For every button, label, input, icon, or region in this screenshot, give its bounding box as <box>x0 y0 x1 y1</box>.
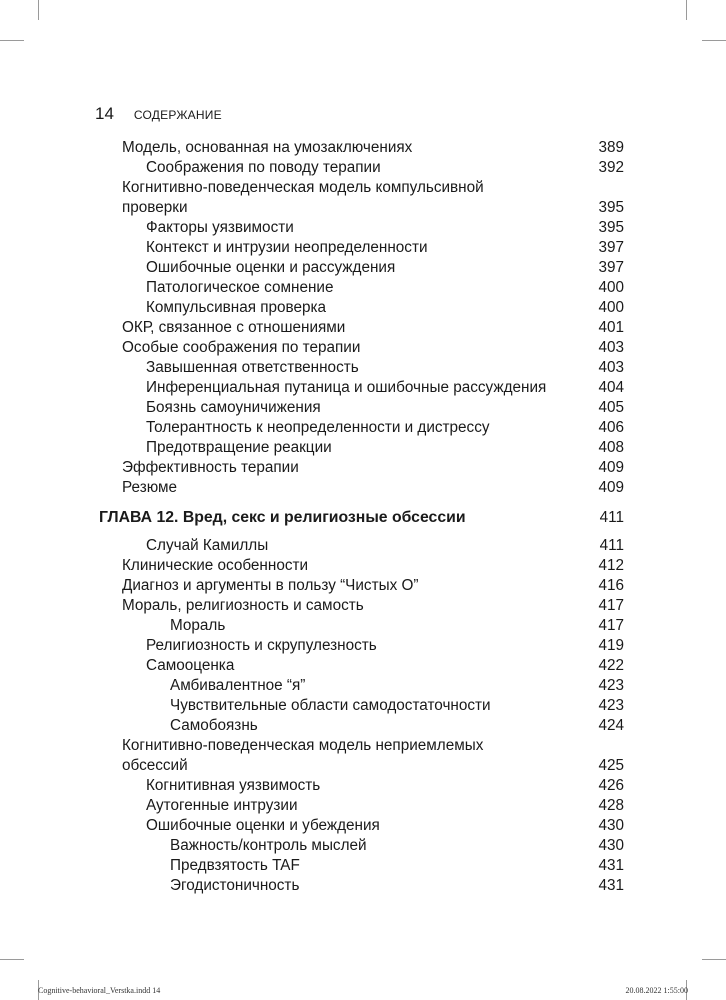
toc-entry-title: Резюме <box>122 479 178 496</box>
toc-entry-page: 392 <box>598 159 624 176</box>
toc-entry <box>0 616 726 636</box>
toc-entry-page: 397 <box>598 259 624 276</box>
footer-filename: Cognitive-behavioral_Verstka.indd 14 <box>38 986 161 995</box>
toc-entry-page: 389 <box>598 139 624 156</box>
toc-entry <box>0 198 726 218</box>
toc-entry-title: Мораль <box>170 617 226 634</box>
toc-entry-title: Амбивалентное “я” <box>170 677 306 694</box>
toc-entry <box>0 298 726 318</box>
toc-entry <box>0 418 726 438</box>
toc-entry-page: 417 <box>598 617 624 634</box>
crop-mark-right-top <box>702 40 726 41</box>
toc-entry-title: Особые соображения по терапии <box>122 339 361 356</box>
toc-entry <box>0 556 726 576</box>
toc-chapter-heading <box>0 506 726 529</box>
toc-entry-title: Факторы уязвимости <box>146 219 294 236</box>
running-head: СОДЕРЖАНИЕ <box>133 108 222 122</box>
toc-entry-page: 423 <box>598 697 624 714</box>
crop-mark-left-top <box>0 40 24 41</box>
toc-entry <box>0 378 726 398</box>
toc-entry-title: Случай Камиллы <box>146 537 269 554</box>
toc-entry-page: 403 <box>598 339 624 356</box>
toc-entry <box>0 876 726 896</box>
toc-entry <box>0 258 726 278</box>
toc-entry <box>0 318 726 338</box>
toc-entry-page: 401 <box>598 319 624 336</box>
toc-entry <box>0 458 726 478</box>
toc-entry <box>0 636 726 656</box>
toc-entry-page: 423 <box>598 677 624 694</box>
toc-entry-page: 403 <box>598 359 624 376</box>
page-number: 14 <box>95 104 114 123</box>
toc-entry-page: 397 <box>598 239 624 256</box>
toc-entry <box>0 338 726 358</box>
toc-entry-title: Инференциальная путаница и ошибочные рассуждения <box>146 379 547 396</box>
toc-entry-title: Боязнь самоуничижения <box>146 399 321 416</box>
page-header <box>95 104 222 124</box>
toc-entry-page: 431 <box>598 857 624 874</box>
toc-entry-title: Соображения по поводу терапии <box>146 159 381 176</box>
toc-entry-title: Важность/контроль мыслей <box>170 837 367 854</box>
toc-entry-page: 426 <box>598 777 624 794</box>
toc-entry <box>0 438 726 458</box>
toc-entry <box>0 478 726 498</box>
toc-entry-title: Чувствительные области самодостаточности <box>170 697 491 714</box>
toc-entry <box>0 816 726 836</box>
toc-entry <box>0 358 726 378</box>
table-of-contents <box>0 138 726 896</box>
toc-entry <box>0 536 726 556</box>
toc-entry-title: Эгодистоничность <box>170 877 300 894</box>
toc-entry-title: обсессий <box>122 757 188 774</box>
toc-entry-title: Когнитивно-поведенческая модель компульсивной <box>122 179 484 196</box>
toc-entry <box>0 676 726 696</box>
toc-entry-page: 424 <box>598 717 624 734</box>
toc-entry <box>0 836 726 856</box>
toc-entry-page: 430 <box>598 817 624 834</box>
toc-entry <box>0 138 726 158</box>
toc-entry-title: Предвзятость TAF <box>170 857 300 874</box>
crop-mark-right-bottom <box>702 959 726 960</box>
toc-entry-page: 430 <box>598 837 624 854</box>
toc-entry <box>0 756 726 776</box>
toc-entry <box>0 856 726 876</box>
toc-entry-page: 412 <box>598 557 624 574</box>
toc-entry <box>0 398 726 418</box>
toc-entry-title: Религиозность и скрупулезность <box>146 637 377 654</box>
toc-entry-page: 405 <box>598 399 624 416</box>
toc-entry <box>0 178 726 198</box>
toc-entry-title: Когнитивная уязвимость <box>146 777 321 794</box>
toc-entry-page: 417 <box>598 597 624 614</box>
toc-entry-page: 416 <box>598 577 624 594</box>
footer-datetime: 20.08.2022 1:55:00 <box>625 986 688 995</box>
toc-entry-page: 409 <box>598 479 624 496</box>
crop-mark-left-bottom <box>0 959 24 960</box>
toc-entry <box>0 696 726 716</box>
toc-entry-title: Модель, основанная на умозаключениях <box>122 139 413 156</box>
toc-entry-title: Когнитивно-поведенческая модель неприемлемых <box>122 737 484 754</box>
toc-entry-title: проверки <box>122 199 188 216</box>
toc-entry-title: ОКР, связанное с отношениями <box>122 319 346 336</box>
toc-entry-title: Аутогенные интрузии <box>146 797 298 814</box>
toc-entry-page: 411 <box>599 509 624 526</box>
toc-entry-page: 409 <box>598 459 624 476</box>
toc-entry-page: 406 <box>598 419 624 436</box>
toc-entry <box>0 238 726 258</box>
toc-entry-title: Эффективность терапии <box>122 459 299 476</box>
toc-entry <box>0 716 726 736</box>
toc-entry <box>0 576 726 596</box>
toc-entry <box>0 736 726 756</box>
toc-entry-page: 425 <box>598 757 624 774</box>
toc-entry <box>0 158 726 178</box>
toc-entry <box>0 218 726 238</box>
toc-entry <box>0 278 726 298</box>
toc-entry-title: Контекст и интрузии неопределенности <box>146 239 428 256</box>
toc-entry-page: 395 <box>598 199 624 216</box>
toc-entry-title: Диагноз и аргументы в пользу “Чистых О” <box>122 577 419 594</box>
toc-entry <box>0 796 726 816</box>
toc-entry-page: 400 <box>598 299 624 316</box>
toc-entry <box>0 776 726 796</box>
toc-entry-title: Самобоязнь <box>170 717 258 734</box>
toc-entry-title: Ошибочные оценки и убеждения <box>146 817 380 834</box>
toc-entry-page: 428 <box>598 797 624 814</box>
toc-entry-title: Компульсивная проверка <box>146 299 327 316</box>
toc-entry-title: Самооценка <box>146 657 235 674</box>
toc-entry-page: 431 <box>598 877 624 894</box>
toc-entry-title: Завышенная ответственность <box>146 359 359 376</box>
toc-entry-title: Клинические особенности <box>122 557 309 574</box>
toc-entry <box>0 656 726 676</box>
toc-entry-title: Ошибочные оценки и рассуждения <box>146 259 396 276</box>
toc-entry-page: 408 <box>598 439 624 456</box>
toc-entry-page: 395 <box>598 219 624 236</box>
toc-entry-title: Патологическое сомнение <box>146 279 334 296</box>
toc-entry-page: 422 <box>598 657 624 674</box>
toc-entry-title: ГЛАВА 12. Вред, секс и религиозные обсессии <box>99 509 466 526</box>
toc-entry <box>0 596 726 616</box>
toc-entry-page: 419 <box>598 637 624 654</box>
toc-entry-title: Мораль, религиозность и самость <box>122 597 364 614</box>
toc-entry-page: 411 <box>599 537 624 554</box>
toc-entry-page: 400 <box>598 279 624 296</box>
toc-entry-page: 404 <box>598 379 624 396</box>
toc-entry-title: Предотвращение реакции <box>146 439 332 456</box>
crop-mark-top-left <box>38 0 39 20</box>
toc-entry-title: Толерантность к неопределенности и дистрессу <box>146 419 490 436</box>
crop-mark-top-right <box>686 0 687 20</box>
